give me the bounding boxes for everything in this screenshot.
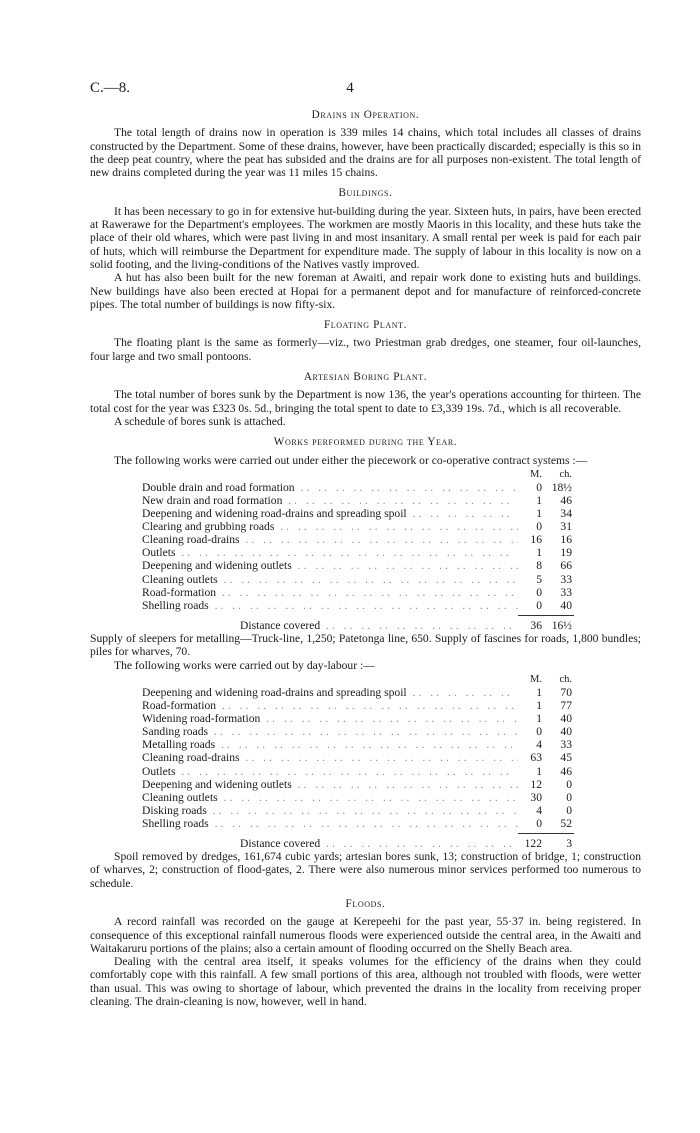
page-body [90,109,641,1008]
row-label: Cleaning outlets .. .. [90,791,518,804]
row-chains: 18½ [551,480,572,494]
contract-total-row [90,619,641,632]
table-row [90,712,641,725]
row-chains: 77 [560,699,572,713]
table-row [90,686,641,699]
page-number: 4 [346,80,354,96]
heading-works: Works performed during the Year. [273,436,458,449]
supply-paragraph: Supply of sleepers for metalling—Truck-line, 1,250; Patetonga line, 650. Supply of fascines for roads, 1,800 bundles; piles for wharves, 70. [90,631,641,659]
row-miles: 16 [530,533,542,547]
unit-chains: ch. [559,673,572,685]
row-miles: 12 [530,777,542,791]
table-units-row [90,468,641,481]
unit-chains: ch. [559,468,572,480]
row-label: Cleaning road-drains .. .. [90,751,518,764]
artesian-paragraph-1: The total number of bores sunk by the Department is now 136, the year's operations accounting for thirteen. The total cost for the year was £323 0s. 5d., bringing the total spent to date to £3,339 19s. 7d., which is all recoverable. [90,388,641,415]
unit-miles: M. [530,468,542,480]
row-miles: 0 [536,480,542,494]
row-label: Widening road-formation .. .. [90,712,518,725]
table-row [90,599,641,612]
row-label: Cleaning road-drains .. .. [90,533,518,546]
row-chains: 33 [560,572,572,586]
row-miles: 30 [530,790,542,804]
row-chains: 33 [560,738,572,752]
row-label: Deepening and widening outlets .. .. [90,559,518,572]
row-chains: 34 [560,507,572,521]
row-label: Cleaning outlets .. .. [90,573,518,586]
row-label: Outlets .. .. [90,765,518,778]
row-chains: 0 [566,803,572,817]
row-label: New drain and road formation .. .. [90,494,518,507]
row-miles: 63 [530,751,542,765]
row-chains: 46 [560,494,572,508]
row-miles: 4 [536,738,542,752]
row-chains: 19 [560,546,572,560]
table-row [90,494,641,507]
row-miles: 1 [536,507,542,521]
daylabour-works-table [90,673,641,850]
row-chains: 66 [560,559,572,573]
row-miles: 5 [536,572,542,586]
table-row [90,573,641,586]
row-label: Clearing and grubbing roads .. .. [90,520,518,533]
floods-paragraph-2: Dealing with the central area itself, it speaks volumes for the efficiency of the drains when they could comfortably cope with this rainfall. A few small portions of this area, although not troubled with floods, were wetter than usual. This was owing to shortage of labour, which prevented the drains in the locality from receiving proper cleaning. The drain-cleaning is now, however, well in hand. [90,955,641,1009]
table-row [90,765,641,778]
row-chains: 31 [560,520,572,534]
total-chains: 3 [566,836,572,850]
heading-drains: Drains in Operation. [311,109,420,121]
row-miles: 8 [536,559,542,573]
row-label: Shelling roads .. .. [90,599,518,612]
table-row [90,791,641,804]
row-label: Deepening and widening outlets .. .. [90,778,518,791]
report-reference: C.—8. [90,80,131,96]
total-chains: 16½ [551,618,572,632]
buildings-paragraph-1: It has been necessary to go in for extensive hut-building during the year. Sixteen huts, in pairs, have been erected at Rawerawe for the Department's employees. The workmen are mostly Maoris in this locality, and these huts take the place of their old whares, which were past living in and most insanitary. A small rental per week is paid for each pair of huts, which will reimburse the Department for expenditure made. The supply of labour in this locality is now on a solid footing, and the living-conditions of the Natives vastly improved. [90,204,641,271]
table-row [90,559,641,572]
row-label: Double drain and road formation .. .. [90,481,518,494]
row-chains: 70 [560,685,572,699]
row-miles: 4 [536,803,542,817]
table-row [90,725,641,738]
row-chains: 45 [560,751,572,765]
daylabour-intro: The following works were carried out by day-labour :— [114,658,375,672]
floating-plant-paragraph: The floating plant is the same as formerly—viz., two Priestman grab dredges, one steamer, four oil-launches, four large and two small pontoons. [90,336,641,363]
row-chains: 40 [560,712,572,726]
row-chains: 46 [560,764,572,778]
row-miles: 0 [536,585,542,599]
heading-floods: Floods. [345,897,386,910]
table-row [90,751,641,764]
row-miles: 1 [536,712,542,726]
row-label: Sanding roads .. .. [90,725,518,738]
table-row [90,817,641,830]
total-rule [518,833,574,834]
table-row [90,699,641,712]
table-row [90,481,641,494]
row-miles: 1 [536,685,542,699]
heading-buildings: Buildings. [338,187,393,200]
row-chains: 0 [566,777,572,791]
daylabour-total-row [90,837,641,850]
row-label: Disking roads .. .. [90,804,518,817]
total-miles: 122 [524,836,542,850]
table-row [90,546,641,559]
row-label: Outlets .. .. [90,546,518,559]
table-row [90,533,641,546]
total-label: Distance covered .. .. [90,619,518,632]
row-chains: 40 [560,725,572,739]
contract-works-table [90,468,641,632]
table-row [90,520,641,533]
row-miles: 0 [536,598,542,612]
row-miles: 0 [536,816,542,830]
row-miles: 1 [536,699,542,713]
works-intro: The following works were carried out under either the piecework or co-operative contract systems :— [114,453,588,467]
row-chains: 40 [560,598,572,612]
total-rule [518,615,574,616]
row-label: Road-formation .. .. [90,699,518,712]
drains-paragraph: The total length of drains now in operation is 339 miles 14 chains, which total includes all classes of drains constructed by the Department. Some of these drains, however, have been practically discarded; especially is this so in the deep peat country, where the peat has subsided and the drains are for all purposes non-existent. The total length of new drains completed during the year was 11 miles 15 chains. [90,126,641,180]
row-label: Metalling roads .. .. [90,738,518,751]
buildings-paragraph-2: A hut has also been built for the new foreman at Awaiti, and repair work done to existing huts and buildings. New buildings have also been erected at Hopai for a permanent depot and for manufacture of reinforced-concrete pipes. The total number of buildings is now fifty-six. [90,271,641,311]
row-label: Road-formation .. .. [90,586,518,599]
heading-artesian-boring: Artesian Boring Plant. [303,371,428,384]
heading-floating-plant: Floating Plant. [323,319,408,332]
table-row [90,804,641,817]
row-miles: 1 [536,546,542,560]
row-label: Shelling roads .. .. [90,817,518,830]
total-label: Distance covered .. .. [90,837,518,850]
row-chains: 33 [560,585,572,599]
unit-miles: M. [530,673,542,685]
row-chains: 16 [560,533,572,547]
artesian-paragraph-2: A schedule of bores sunk is attached. [114,414,286,428]
table-row [90,778,641,791]
row-label: Deepening and widening road-drains and spreading spoil .. .. [90,507,518,520]
floods-paragraph-1: A record rainfall was recorded on the gauge at Kerepeehi for the past year, 55·37 in. being registered. In consequence of this exceptional rainfall numerous floods were experienced outside the central area, in the Awaiti and Waitakaruru portions of the plains; also a certain amount of flooding occurred on the Shelly Beach area. [90,915,641,955]
row-miles: 0 [536,520,542,534]
row-miles: 0 [536,725,542,739]
row-chains: 0 [566,790,572,804]
row-label: Deepening and widening road-drains and spreading spoil .. .. [90,686,518,699]
row-miles: 1 [536,764,542,778]
table-units-row [90,673,641,686]
row-chains: 52 [560,816,572,830]
total-miles: 36 [530,618,542,632]
spoil-paragraph: Spoil removed by dredges, 161,674 cubic yards; artesian bores sunk, 13; construction of bridge, 1; construction of wharves, 2; construction of flood-gates, 2. There were also numerous minor services performed too numerous to schedule. [90,850,641,890]
row-miles: 1 [536,494,542,508]
table-row [90,738,641,751]
table-row [90,507,641,520]
table-row [90,586,641,599]
